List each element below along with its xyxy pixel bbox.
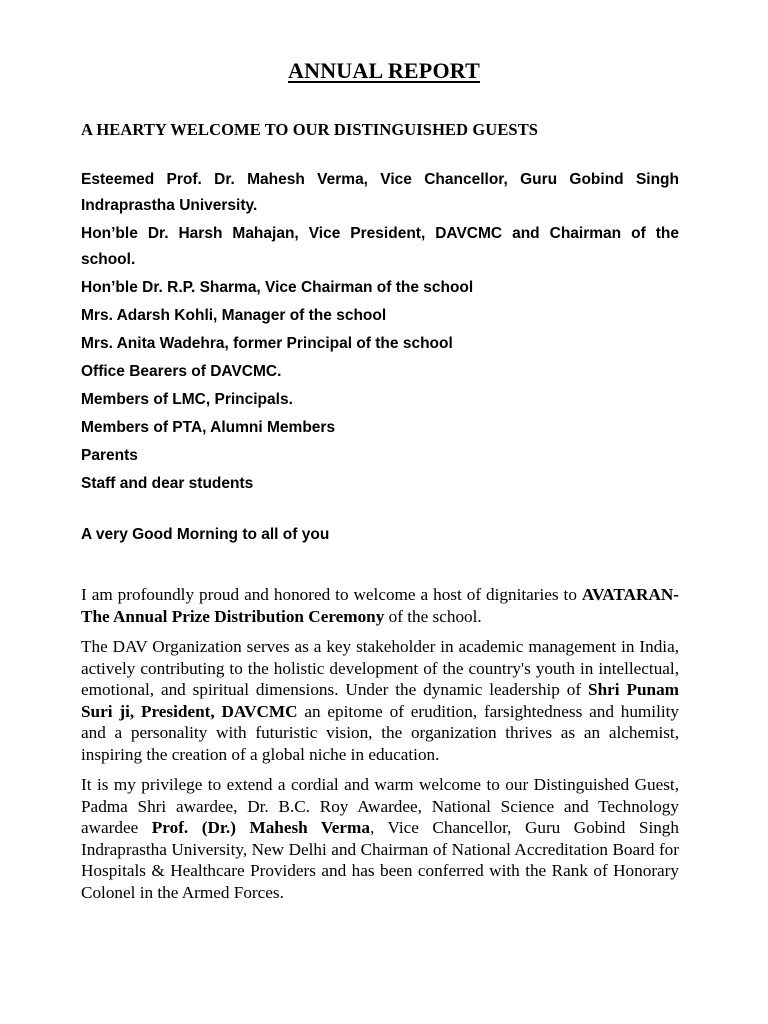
paragraph-text: I am profoundly proud and honored to welcome a host of dignitaries to bbox=[81, 585, 582, 604]
paragraph-dav-organization bbox=[81, 636, 679, 765]
greeting: A very Good Morning to all of you bbox=[81, 526, 330, 543]
paragraph-text: of the school. bbox=[384, 606, 482, 626]
paragraph-text: , Vice Chancellor, Guru Gobind Singh Indraprastha University, New Delhi and Chairman of National Accreditation Board for Hospitals & Healthcare Providers and has been conferred with the Rank of Honorary Colonel in the Armed Forces. bbox=[81, 818, 679, 902]
page-title: ANNUAL REPORT bbox=[288, 58, 480, 83]
guest-item: Parents bbox=[81, 447, 138, 464]
body-text bbox=[81, 584, 679, 912]
guest-item: Mrs. Adarsh Kohli, Manager of the school bbox=[81, 307, 387, 324]
paragraph-text: The DAV Organization serves as a key stakeholder in academic management in India, actively contributing to the holistic development of the country's youth in intellectual, emotional, and spiritual dimensions. Under the dynamic leadership of bbox=[81, 637, 679, 699]
paragraph-text: It is my privilege to extend a cordial and warm welcome to our Distinguished Guest, Padma Shri awardee, Dr. B.C. Roy Awardee, National Science and Technology awardee bbox=[81, 775, 679, 837]
paragraph-welcome bbox=[81, 584, 679, 627]
guest-item: Staff and dear students bbox=[81, 475, 254, 492]
guest-item: Mrs. Anita Wadehra, former Principal of the school bbox=[81, 335, 453, 352]
guest-list bbox=[81, 167, 679, 499]
guest-item: Office Bearers of DAVCMC. bbox=[81, 363, 282, 380]
guest-item: Hon’ble Dr. R.P. Sharma, Vice Chairman of the school bbox=[81, 279, 474, 296]
guest-item: Hon’ble Dr. Harsh Mahajan, Vice President, DAVCMC and Chairman of the school. bbox=[81, 225, 679, 268]
guest-item: Members of LMC, Principals. bbox=[81, 391, 293, 408]
president-name: Shri Punam Suri ji, President, DAVCMC bbox=[81, 680, 679, 721]
paragraph-chief-guest bbox=[81, 774, 679, 903]
welcome-heading: A HEARTY WELCOME TO OUR DISTINGUISHED GUESTS bbox=[81, 120, 539, 139]
paragraph-text: an epitome of erudition, farsightedness and humility and a personality with futuristic vision, the organization thrives as an alchemist, inspiring the creation of a global niche in education. bbox=[81, 701, 679, 764]
event-name: AVATARAN-The Annual Prize Distribution Ceremony bbox=[81, 585, 679, 626]
guest-item: Members of PTA, Alumni Members bbox=[81, 419, 336, 436]
chief-guest-name: Prof. (Dr.) Mahesh Verma bbox=[151, 818, 370, 837]
guest-item: Esteemed Prof. Dr. Mahesh Verma, Vice Chancellor, Guru Gobind Singh Indraprastha University. bbox=[81, 171, 679, 214]
